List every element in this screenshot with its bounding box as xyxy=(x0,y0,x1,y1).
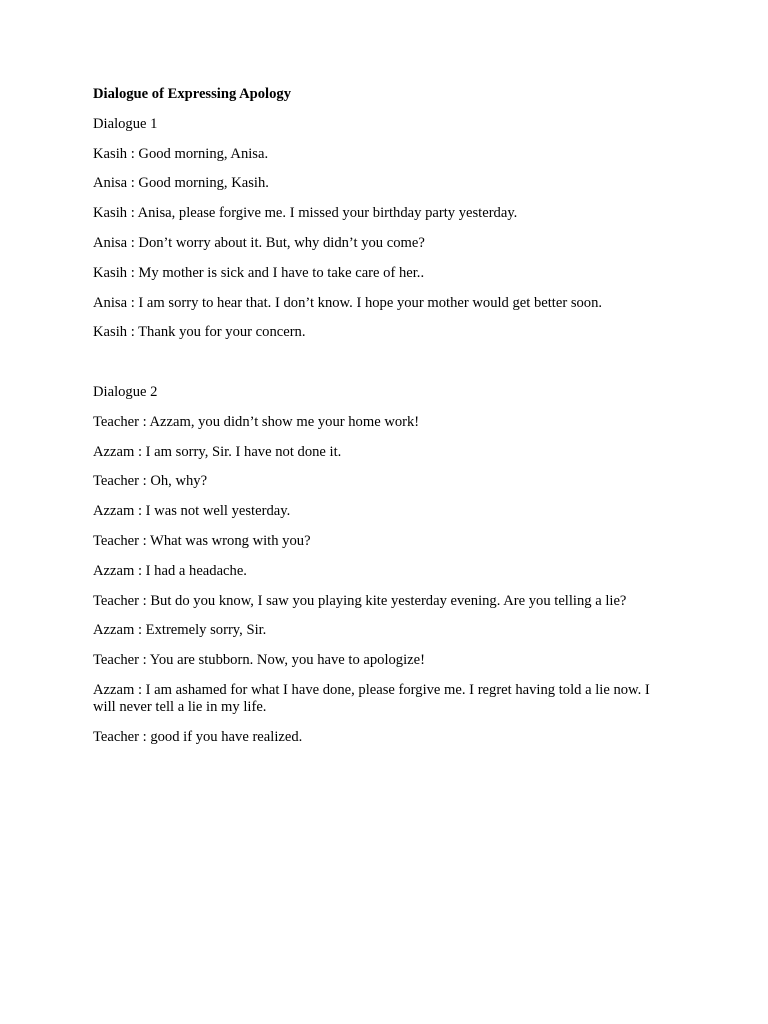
dialogue-line: Anisa : Don’t worry about it. But, why didn’t you come? xyxy=(93,234,425,251)
dialogue-line: Teacher : good if you have realized. xyxy=(93,728,303,745)
dialogue-line: Teacher : What was wrong with you? xyxy=(93,532,311,549)
document-page xyxy=(93,86,673,759)
dialogue-line: Teacher : You are stubborn. Now, you have to apologize! xyxy=(93,652,425,669)
dialogue-line: Teacher : Oh, why? xyxy=(93,473,208,490)
dialogue-line: Azzam : I am sorry, Sir. I have not done it. xyxy=(93,443,342,460)
dialogue-line: Kasih : Anisa, please forgive me. I missed your birthday party yesterday. xyxy=(93,205,518,222)
dialogue-line: Kasih : Good morning, Anisa. xyxy=(93,145,269,162)
dialogue-line: Anisa : Good morning, Kasih. xyxy=(93,175,269,192)
dialogue-line: Azzam : Extremely sorry, Sir. xyxy=(93,622,267,639)
dialogue-line: Anisa : I am sorry to hear that. I don’t know. I hope your mother would get better soon. xyxy=(93,294,603,311)
dialogue-line: Azzam : I was not well yesterday. xyxy=(93,503,291,520)
paragraph-spacer xyxy=(93,354,673,384)
dialogue-2-heading: Dialogue 2 xyxy=(93,383,158,400)
dialogue-line: Kasih : Thank you for your concern. xyxy=(93,324,306,341)
dialogue-1-heading: Dialogue 1 xyxy=(93,115,158,132)
dialogue-line: Kasih : My mother is sick and I have to take care of her.. xyxy=(93,264,425,281)
dialogue-line: Teacher : Azzam, you didn’t show me your home work! xyxy=(93,413,420,430)
dialogue-line: Azzam : I am ashamed for what I have done, please forgive me. I regret having told a lie now. I will never tell a lie in my life. xyxy=(93,681,650,715)
dialogue-line: Azzam : I had a headache. xyxy=(93,562,247,579)
dialogue-line: Teacher : But do you know, I saw you playing kite yesterday evening. Are you telling a lie? xyxy=(93,592,627,609)
document-title: Dialogue of Expressing Apology xyxy=(93,86,291,102)
